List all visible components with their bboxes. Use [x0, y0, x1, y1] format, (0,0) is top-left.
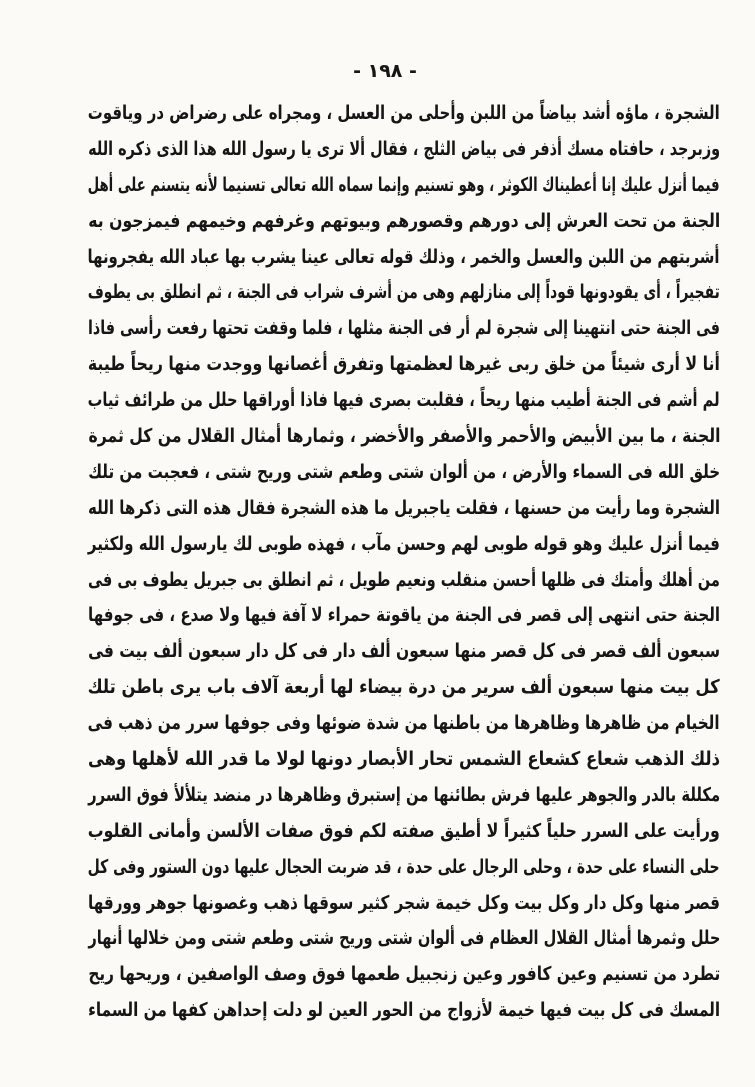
text-line	[88, 886, 720, 922]
text-line-content: الجنة من تحت العرش إلى دورهم وقصورهم وبيوتهم وغرفهم وخيمهم فيمزجون به	[88, 209, 720, 232]
text-line	[88, 634, 720, 670]
text-line-content: كل بيت منها سبعون ألف سرير من درة بيضاء لها أربعة آلاف باب يرى باطن تلك	[88, 676, 720, 699]
text-line-content: لم أشم فى الجنة أطيب منها ريحاً ، فقلبت بصرى فيها فاذا أوراقها حلل من طرائف ثياب	[88, 389, 720, 412]
text-line	[88, 311, 720, 347]
text-line	[88, 598, 720, 634]
text-line	[88, 957, 720, 993]
body-text	[88, 96, 720, 1029]
text-line	[88, 96, 720, 132]
text-line	[88, 204, 720, 240]
text-line-content: أشربتهم من اللبن والعسل والخمر ، وذلك قوله تعالى عينا يشرب بها عباد الله يفجرونها	[88, 245, 720, 268]
text-line	[88, 993, 720, 1029]
text-line	[88, 742, 720, 778]
text-line-content: الجنة ، ما بين الأبيض والأحمر والأصفر والأخضر ، وثمارها أمثال القلال من كل ثمرة	[88, 425, 720, 448]
text-line	[88, 778, 720, 814]
text-line	[88, 670, 720, 706]
text-line-content: ورأيت على السرر حلياً كثيراً لا أطيق صفته لكم فوق صفات الألسن وأمانى القلوب	[88, 819, 720, 842]
text-line-content: فيما أنزل عليك إنا أعطيناك الكوثر ، وهو تسنيم وإنما سماه الله تعالى تسنيما لأنه يتسنم على أهل	[88, 173, 720, 196]
text-line	[88, 419, 720, 455]
text-line-content: من أهلك وأمتك فى ظلها أحسن منقلب ونعيم طويل ، ثم انطلق بى جبريل يطوف بى فى	[88, 568, 720, 591]
text-line-content: ذلك الذهب شعاع كشعاع الشمس تحار الأبصار دونها لولا ما قدر الله لأهلها وهى	[88, 748, 720, 771]
text-line-content: فيما أنزل عليك وهو قوله طوبى لهم وحسن مآب ، فهذه طوبى لك يارسول الله ولكثير	[88, 532, 720, 555]
text-line-content: خلق الله فى السماء والأرض ، من ألوان شتى وطعم شتى وريح شتى ، فعجبت من تلك	[88, 460, 720, 483]
text-line	[88, 455, 720, 491]
text-line	[88, 563, 720, 599]
text-line-content: الجنة حتى انتهى إلى قصر فى الجنة من ياقوتة حمراء لا آفة فيها ولا صدع ، فى جوفها	[88, 604, 720, 627]
text-line-content: حلى النساء على حدة ، وحلى الرجال على حدة ، قد ضربت الحجال عليها دون الستور وفى كل	[88, 855, 720, 878]
text-line	[88, 240, 720, 276]
text-line-content: مكللة بالدر والجوهر عليها فرش بطائنها من إستبرق وظاهرها در منضد يتلألأ فوق السرر	[88, 783, 720, 806]
text-line	[88, 921, 720, 957]
text-line	[88, 275, 720, 311]
page-number: - ١٩٨ -	[353, 60, 417, 82]
text-line-content: وزبرجد ، حافتاه مسك أذفر فى بياض الثلج ، فقال ألا ترى يا رسول الله هذا الذى ذكره الله	[88, 137, 720, 160]
text-line	[88, 168, 720, 204]
text-line	[88, 814, 720, 850]
text-line	[88, 132, 720, 168]
text-line-content: تطرد من تسنيم وعين كافور وعين زنجبيل طعمها فوق وصف الواصفين ، وريحها ريح	[88, 963, 720, 986]
text-line-content: حلل وثمرها أمثال القلال العظام فى ألوان شتى وريح شتى وطعم شتى ومن خلالها أنهار	[88, 927, 720, 950]
text-line-content: الشجرة وما رأيت من حسنها ، فقلت ياجبريل ما هذه الشجرة فقال هذه التى ذكرها الله	[88, 496, 720, 519]
text-line-content: الخيام من ظاهرها وظاهرها من باطنها من شدة ضوئها وفى جوفها سرر من ذهب فى	[88, 712, 720, 735]
text-line	[88, 347, 720, 383]
text-line-content: المسك فى كل بيت فيها خيمة لأزواج من الحور العين لو دلت إحداهن كفها من السماء	[88, 999, 720, 1022]
text-line	[88, 491, 720, 527]
text-line-content: أنا لا أرى شيئاً من خلق ربى غيرها لعظمتها وتفرق أغصانها ووجدت منها ريحاً طيبة	[88, 353, 720, 376]
text-line	[88, 527, 720, 563]
text-line-content: قصر منها وكل دار وكل بيت وكل خيمة شجر كثير سوقها ذهب وغصونها جوهر وورقها	[88, 891, 720, 914]
text-line-content: سبعون ألف قصر فى كل قصر منها سبعون ألف دار فى كل دار سبعون ألف بيت فى	[88, 640, 720, 663]
text-line	[88, 383, 720, 419]
text-line-content: فى الجنة حتى انتهينا إلى شجرة لم أر فى الجنة مثلها ، فلما وقفت تحتها رفعت رأسى فاذا	[88, 317, 720, 340]
text-line-content: تفجيراً ، أى يقودونها قوداً إلى منازلهم وهى من أشرف شراب فى الجنة ، ثم انطلق بى يطوف	[88, 281, 720, 304]
text-line-content: الشجرة ، ماؤه أشد بياضاً من اللبن وأحلى من العسل ، ومجراه على رضراض در وياقوت	[88, 102, 720, 124]
text-line	[88, 850, 720, 886]
text-line	[88, 706, 720, 742]
